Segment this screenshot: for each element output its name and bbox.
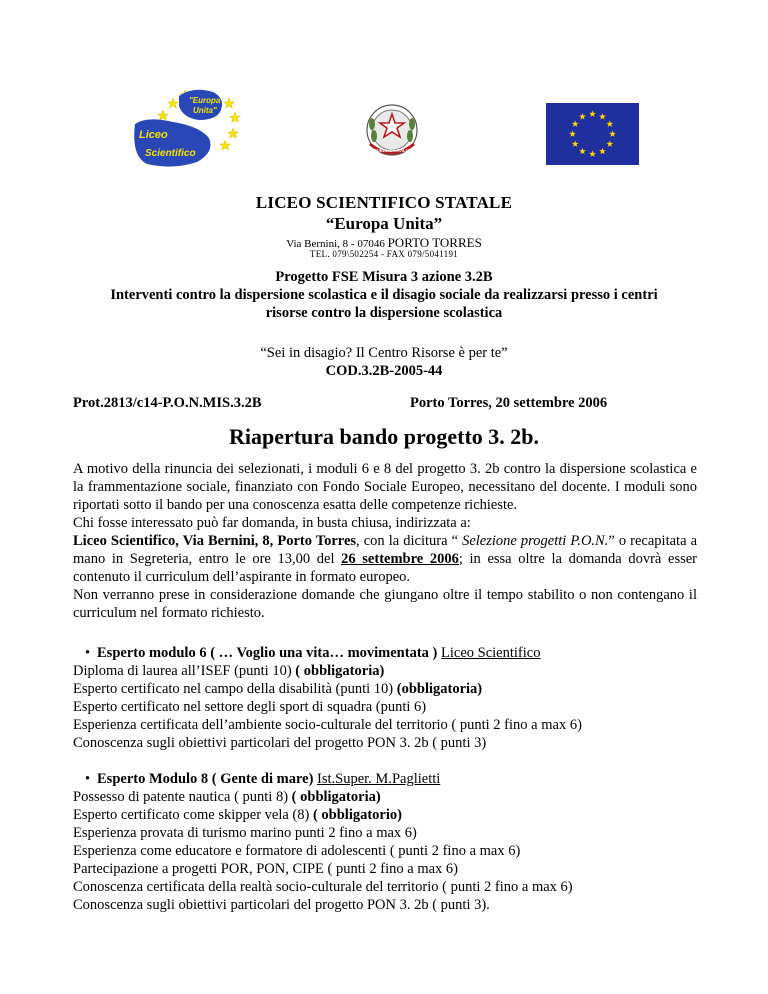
module-8-section	[73, 770, 697, 914]
address-bold: Liceo Scientifico, Via Bernini, 8, Porto Torres	[73, 533, 357, 549]
module-6-req-1-text: Diploma di laurea all’ISEF (punti 10)	[73, 663, 296, 679]
liceo-logo	[133, 82, 243, 172]
school-name: LICEO SCIENTIFICO STATALE	[255, 193, 513, 212]
project-line-3: risorse contro la dispersione scolastica	[265, 305, 503, 321]
module-8-location: Ist.Super. M.Paglietti	[317, 771, 441, 787]
project-block	[0, 268, 768, 322]
p3-text-a: , con la dicitura “	[356, 533, 463, 549]
module-6-req-3: Esperto certificato nel settore degli sport di squadra (punti 6)	[73, 699, 427, 715]
module-8-req-1-flag: ( obbligatoria)	[291, 789, 381, 805]
p3-text-c: ; in essa oltre la domanda dovrà esser contenuto il curriculum dell’aspirante in formato europeo.	[73, 551, 697, 585]
body-text	[73, 460, 697, 622]
body-paragraph-2: Chi fosse interessato può far domanda, in busta chiusa, indirizzata a:	[73, 515, 471, 531]
module-8-req-2	[73, 806, 697, 824]
module-8-req-3: Esperienza provata di turismo marino punti 2 fino a max 6)	[73, 825, 417, 841]
school-title: “Europa Unita”	[325, 214, 443, 233]
module-8-heading	[73, 770, 697, 788]
place-date: Porto Torres, 20 settembre 2006	[410, 395, 608, 411]
module-6-req-1-flag: ( obbligatoria)	[295, 663, 385, 679]
module-8-req-1-text: Possesso di patente nautica ( punti 8)	[73, 789, 292, 805]
module-6-req-5: Conoscenza sugli obiettivi particolari del progetto PON 3. 2b ( punti 3)	[73, 735, 487, 751]
liceo-logo-top: "Europa	[189, 96, 221, 105]
school-phone: TEL. 079\502254 - FAX 079/5041191	[309, 249, 459, 259]
liceo-logo-top2: Unita"	[193, 106, 217, 115]
module-8-req-4: Esperienza come educatore e formatore di adolescenti ( punti 2 fino a max 6)	[73, 843, 521, 859]
project-line-1: Progetto FSE Misura 3 azione 3.2B	[275, 269, 493, 285]
subject-label: Selezione progetti P.O.N.	[462, 533, 609, 549]
liceo-logo-word1: Liceo	[139, 129, 168, 141]
module-6-title: Esperto modulo 6 ( … Voglio una vita… movimentata )	[97, 645, 441, 661]
module-6-req-1	[73, 662, 697, 680]
address-street: Via Bernini, 8 - 07046	[286, 238, 388, 250]
body-paragraph-4: Non verranno prese in considerazione domande che giungano oltre il tempo stabilito o non contengano il curriculum nel formato richiesto.	[73, 587, 697, 621]
module-6-section	[73, 644, 697, 752]
module-8-req-2-flag: ( obbligatorio)	[312, 807, 402, 823]
module-6-req-2	[73, 680, 697, 698]
module-8-req-2-text: Esperto certificato come skipper vela (8)	[73, 807, 313, 823]
module-8-req-6: Conoscenza certificata della realtà socio-culturale del territorio ( punti 2 fino a max 6)	[73, 879, 573, 895]
italian-republic-emblem	[360, 100, 424, 162]
deadline-date: 26 settembre 2006	[341, 551, 459, 567]
project-slogan: “Sei in disagio? Il Centro Risorse è per te”	[260, 345, 508, 361]
project-code: COD.3.2B-2005-44	[325, 363, 443, 379]
eu-flag	[546, 103, 639, 165]
project-line-2: Interventi contro la dispersione scolastica e il disagio sociale da realizzarsi presso i centri	[110, 287, 658, 303]
emblem-label: REPUBBLICA ITALIANA	[368, 148, 416, 153]
module-6-location: Liceo Scientifico	[441, 645, 541, 661]
module-6-req-2-flag: (obbligatoria)	[396, 681, 483, 697]
address-city: PORTO TORRES	[387, 235, 482, 250]
liceo-logo-word2: Scientifico	[145, 148, 196, 159]
module-8-req-5: Partecipazione a progetti POR, PON, CIPE ( punti 2 fino a max 6)	[73, 861, 458, 877]
body-paragraph-3	[73, 532, 697, 586]
module-6-req-4: Esperienza certificata dell’ambiente socio-culturale del territorio ( punti 2 fino a max 6)	[73, 717, 582, 733]
body-paragraph-1: A motivo della rinuncia dei selezionati, i moduli 6 e 8 del progetto 3. 2b contro la dispersione scolastica e la frammentazione sociale, finanziato con Fondo Sociale Europeo, necessitano del docente. I moduli sono riportati sotto il bando per una conoscenza esatta delle competenze richieste.	[73, 461, 697, 513]
bullet-icon: •	[85, 645, 91, 661]
document-title: Riapertura bando progetto 3. 2b.	[228, 424, 540, 449]
protocol-number: Prot.2813/c14-P.O.N.MIS.3.2B	[73, 395, 262, 411]
module-8-title: Esperto Modulo 8 ( Gente di mare)	[97, 771, 318, 787]
bullet-icon: •	[85, 771, 91, 787]
module-8-req-1	[73, 788, 697, 806]
p3-text-b: ” o recapitata a mano in Segreteria, entro le ore 13,00 del	[73, 533, 697, 567]
module-6-heading	[73, 644, 697, 662]
module-6-req-2-text: Esperto certificato nel campo della disabilità (punti 10)	[73, 681, 397, 697]
module-8-req-7: Conoscenza sugli obiettivi particolari del progetto PON 3. 2b ( punti 3).	[73, 897, 490, 913]
